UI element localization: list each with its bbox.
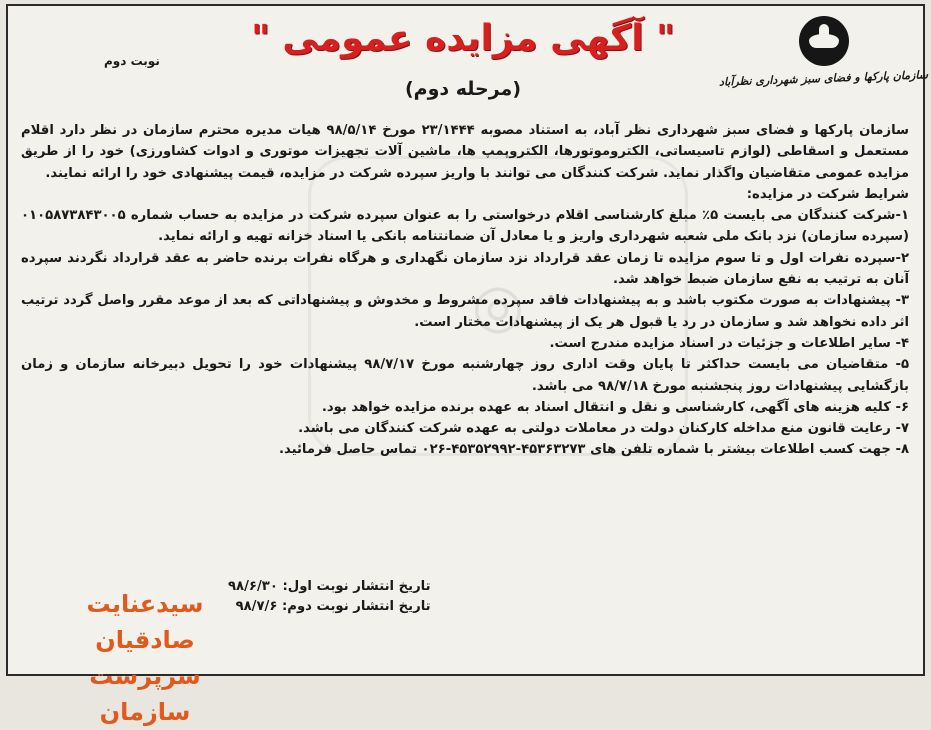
notice-body xyxy=(21,120,909,461)
intro-paragraph: سازمان پارکها و فضای سبز شهرداری نظر آباد، به استناد مصوبه ۲۳/۱۴۴۴ مورخ ۹۸/۵/۱۴ هیات مدیره محترم سازمان در نظر دارد اقلام مستعمل و اسقاطی (لوازم تاسیساتی، الکتروموتورها، الکتروپمپ ها، ماشین آلات تجهیزات موتوری و ادوات کشاورزی) خود را از طریق مزایده عمومی متقاضیان واگذار نماید. شرکت کنندگان می توانند با واریز سپرده شرکت در مزایده، قیمت پیشنهادی خود را ارائه نمایند. xyxy=(21,123,909,181)
signatory-name: سیدعنایت صادقیان xyxy=(86,590,204,654)
organization-logo xyxy=(718,14,929,96)
second-publication-date: تاریخ انتشار نوبت دوم: ۹۸/۷/۶ xyxy=(235,599,431,614)
condition-item: ۱-شرکت کنندگان می بایست ۵٪ مبلغ کارشناسی اقلام درخواستی را به عنوان سپرده شرکت در مزایده به حساب شماره ۰۱۰۵۸۷۳۸۴۳۰۰۵ (سپرده سازمان) نزد بانک ملی شعبه شهرداری واریز و یا معادل آن ضمانتنامه بانکی یا اسناد خزانه تهیه و ارائه نماید. xyxy=(21,208,910,245)
mosque-dome-icon xyxy=(799,16,849,66)
notice-title: " آگهی مزایده عمومی " xyxy=(251,18,675,59)
condition-item: ۲-سپرده نفرات اول و تا سوم مزایده تا زمان عقد قرارداد نزد سازمان نگهداری و هرگاه نفرات برنده حاضر به عقد قرارداد نگردند سپرده آنان به ترتیب به نفع سازمان ضبط خواهد شد. xyxy=(21,250,909,288)
newspaper-notice xyxy=(6,4,929,726)
first-publication-date: تاریخ انتشار نوبت اول: ۹۸/۶/۳۰ xyxy=(228,579,431,594)
signature-block xyxy=(40,586,250,730)
conditions-heading: شرایط شرکت در مزایده: xyxy=(746,186,909,202)
condition-item: ۷- رعایت قانون منع مداخله کارکنان دولت در معاملات دولتی به عهده شرکت کنندگان می باشد. xyxy=(298,421,909,437)
publication-dates xyxy=(228,577,431,617)
notice-subtitle: (مرحله دوم) xyxy=(404,78,522,100)
round-tag: نوبت دوم xyxy=(104,54,160,68)
condition-item: ۵- متقاضیان می بایست حداکثر تا پایان وقت اداری روز چهارشنبه مورخ ۹۸/۷/۱۷ پیشنهادات خود را تحویل دبیرخانه سازمان و زمان بازگشایی پیشنهادات روز پنجشنبه مورخ ۹۸/۷/۱۸ می باشد. xyxy=(21,357,909,394)
logo-text: سازمان پارکها و فضای سبز شهرداری نظرآباد xyxy=(718,68,929,89)
condition-item: ۸- جهت کسب اطلاعات بیشتر با شماره تلفن های ۴۵۳۶۳۲۷۳-۴۵۳۵۲۹۹۲-۰۲۶ تماس حاصل فرمائید. xyxy=(278,442,909,458)
condition-item: ۴- سایر اطلاعات و جزئیات در اسناد مزایده مندرج است. xyxy=(549,335,909,351)
watermark-logo: ◎ xyxy=(308,156,688,456)
signatory-role: سرپرست سازمان xyxy=(89,662,201,726)
condition-item: ۶- کلیه هزینه های آگهی، کارشناسی و نقل و انتقال اسناد به عهده برنده مزایده خواهد بود. xyxy=(321,399,909,415)
notice-header xyxy=(8,6,929,126)
condition-item: ۳- پیشنهادات به صورت مکتوب باشد و به پیشنهادات فاقد سپرده مشروط و مخدوش و پیشنهاداتی که بعد از موعد مقرر واصل گردد ترتیب اثر داده نخواهد شد و سازمان در رد یا قبول هر یک از پیشنهادات مختار است. xyxy=(21,293,909,330)
